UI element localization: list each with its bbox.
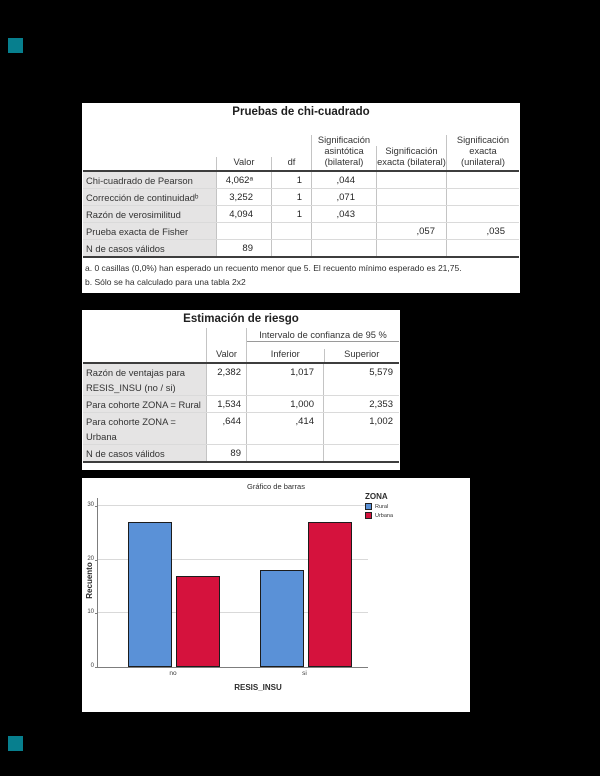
y-tick-label: 20: [87, 555, 94, 562]
bar-urbana-si: [308, 522, 352, 667]
legend-label: Urbana: [375, 512, 394, 519]
cell-sig-exacta-bilateral: [376, 172, 446, 188]
table-row: [83, 223, 519, 240]
cell-valor: 2,382: [206, 364, 246, 395]
cell-superior: [323, 445, 399, 461]
y-tick-label: 30: [87, 502, 94, 508]
gridline: [98, 505, 368, 506]
cell-df: [271, 223, 311, 239]
table-row: [83, 364, 399, 396]
legend-title: ZONA: [365, 492, 388, 501]
table-footnotes: [83, 262, 519, 289]
cell-superior: 5,579: [323, 364, 399, 395]
header-line: exacta: [469, 146, 497, 157]
cell-superior: 2,353: [323, 396, 399, 412]
col-header-sig-asintotica: [311, 135, 376, 170]
cell-sig-exacta-bilateral: ,057: [376, 223, 446, 239]
y-tick-mark: [95, 613, 98, 614]
cell-sig-asintotica: [311, 223, 376, 239]
cell-sig-exacta-bilateral: [376, 240, 446, 256]
x-axis-title: RESIS_INSU: [234, 683, 282, 692]
row-label: Corrección de continuidadᵇ: [83, 189, 216, 205]
cell-superior: 1,002: [323, 413, 399, 444]
bar-chart: [82, 478, 470, 712]
table-row: [83, 189, 519, 206]
legend-label: Rural: [375, 503, 389, 510]
cell-sig-asintotica: ,044: [311, 172, 376, 188]
cell-sig-exacta-unilateral: [446, 240, 519, 256]
footnote-b: b. Sólo se ha calculado para una tabla 2x2: [85, 276, 246, 287]
col-header-superior: Superior: [324, 349, 400, 362]
header-line: exacta (bilateral): [377, 157, 446, 168]
header-line: asintótica: [324, 146, 364, 157]
header-line: Significación: [385, 146, 438, 157]
cell-valor: ,644: [206, 413, 246, 444]
bar-urbana-no: [176, 576, 220, 667]
cell-df: 1: [271, 189, 311, 205]
cell-valor: 1,534: [206, 396, 246, 412]
cell-inferior: [246, 445, 323, 461]
col-header-sig-exacta-unilateral: [446, 135, 519, 170]
footnote-a: a. 0 casillas (0,0%) han esperado un recuento menor que 5. El recuento mínimo esperado es 21,75.: [85, 263, 462, 273]
row-label: Chi-cuadrado de Pearson: [83, 172, 216, 188]
col-header-valor: Valor: [216, 157, 271, 170]
y-tick-label: 0: [90, 663, 94, 669]
cell-sig-exacta-unilateral: [446, 206, 519, 222]
row-label: Para cohorte ZONA = Urbana: [83, 413, 206, 444]
risk-table-header: [83, 328, 399, 364]
cell-df: [271, 240, 311, 256]
cell-valor: [216, 223, 271, 239]
table-row: [83, 413, 399, 445]
chi-square-table: [82, 103, 520, 293]
confidence-interval-group: [246, 328, 399, 362]
table-row: [83, 396, 399, 413]
cell-sig-asintotica: ,043: [311, 206, 376, 222]
cell-sig-exacta-unilateral: [446, 172, 519, 188]
cell-sig-exacta-bilateral: [376, 206, 446, 222]
chart-plot: [97, 498, 368, 668]
risk-estimate-table: [82, 310, 400, 470]
chi-table-title: Pruebas de chi-cuadrado: [232, 106, 370, 118]
cell-inferior: ,414: [246, 413, 323, 444]
cell-sig-exacta-unilateral: [446, 189, 519, 205]
col-header-sig-exacta-bilateral: [376, 146, 446, 170]
chart-title: Gráfico de barras: [247, 482, 305, 491]
col-header-valor: Valor: [206, 328, 246, 362]
y-tick-mark: [95, 506, 98, 507]
cell-valor: 89: [206, 445, 246, 461]
risk-table-title: Estimación de riesgo: [183, 313, 299, 325]
header-line: Significación: [317, 135, 371, 146]
row-label: N de casos válidos: [83, 445, 206, 461]
bar-rural-no: [128, 522, 172, 667]
chi-table-header: [83, 121, 519, 172]
legend-swatch-icon: [365, 512, 372, 519]
legend-item: [365, 512, 393, 519]
cell-valor: 4,062ᵃ: [216, 172, 271, 188]
y-axis-title: Recuento: [85, 562, 94, 599]
cell-df: 1: [271, 206, 311, 222]
cell-inferior: 1,000: [246, 396, 323, 412]
cell-sig-exacta-unilateral: ,035: [446, 223, 519, 239]
x-category-label: no: [169, 670, 177, 677]
row-label: Para cohorte ZONA = Rural: [83, 396, 206, 412]
chart-legend: [365, 492, 393, 519]
legend-item: [365, 503, 393, 510]
cell-sig-asintotica: [311, 240, 376, 256]
col-header-df: df: [271, 157, 311, 170]
row-label: Razón de verosimilitud: [83, 206, 216, 222]
y-tick-label: 10: [87, 609, 94, 616]
x-category-label: si: [302, 670, 307, 677]
y-tick-mark: [95, 667, 98, 668]
table-row: [83, 240, 519, 258]
table-row: [83, 206, 519, 223]
header-line: (unilateral): [461, 157, 505, 168]
cell-valor: 3,252: [216, 189, 271, 205]
legend-swatch-icon: [365, 503, 372, 510]
table-row: [83, 172, 519, 189]
cell-df: 1: [271, 172, 311, 188]
page-marker-top-icon: [8, 38, 23, 53]
cell-inferior: 1,017: [246, 364, 323, 395]
page-marker-bottom-icon: [8, 736, 23, 751]
y-tick-mark: [95, 560, 98, 561]
cell-valor: 89: [216, 240, 271, 256]
cell-valor: 4,094: [216, 206, 271, 222]
row-label: N de casos válidos: [83, 240, 216, 256]
row-label: Prueba exacta de Fisher: [83, 223, 216, 239]
header-line: Significación: [456, 135, 510, 146]
cell-sig-exacta-bilateral: [376, 189, 446, 205]
header-line: (bilateral): [324, 157, 364, 168]
ci-spanner: Intervalo de confianza de 95 %: [247, 328, 399, 342]
row-label: Razón de ventajas para RESIS_INSU (no / si): [83, 364, 206, 395]
col-header-inferior: Inferior: [270, 349, 300, 360]
table-row: [83, 445, 399, 463]
cell-sig-asintotica: ,071: [311, 189, 376, 205]
bar-rural-si: [260, 570, 304, 667]
